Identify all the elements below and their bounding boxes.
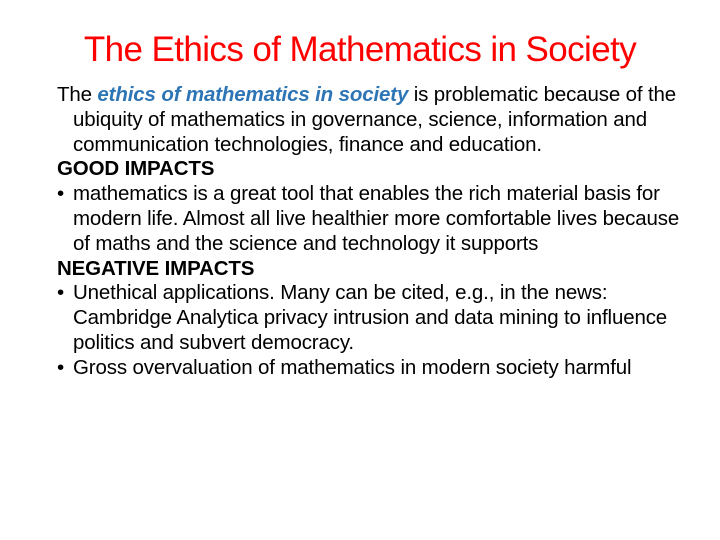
bullet-icon: • xyxy=(57,182,65,206)
slide-body xyxy=(57,83,697,381)
intro-emphasis: ethics of mathematics in society xyxy=(97,83,409,106)
bullet-icon: • xyxy=(57,355,65,379)
bullet-text: mathematics is a great tool that enables the rich material basis for modern life. Almost all live healthier more comfortable lives because of maths and the science and technology it supports xyxy=(73,182,680,255)
negative-impacts-bullet-2 xyxy=(57,356,697,381)
bullet-text: Unethical applications. Many can be cited, e.g., in the news: Cambridge Analytica privacy intrusion and data mining to influence politics and subvert democracy. xyxy=(73,281,668,354)
bullet-icon: • xyxy=(57,281,65,305)
bullet-text: Gross overvaluation of mathematics in modern society harmful xyxy=(73,355,632,379)
intro-suffix: is problematic because of the ubiquity of mathematics in governance, science, information and communication technologies, finance and education. xyxy=(73,83,677,156)
negative-impacts-bullet-1 xyxy=(57,281,697,355)
negative-impacts-heading: NEGATIVE IMPACTS xyxy=(57,256,255,280)
intro-prefix: The xyxy=(57,83,98,106)
intro-paragraph xyxy=(57,83,697,157)
good-impacts-bullet xyxy=(57,182,697,256)
good-impacts-heading: GOOD IMPACTS xyxy=(57,157,215,181)
slide-title: The Ethics of Mathematics in Society xyxy=(83,30,637,69)
